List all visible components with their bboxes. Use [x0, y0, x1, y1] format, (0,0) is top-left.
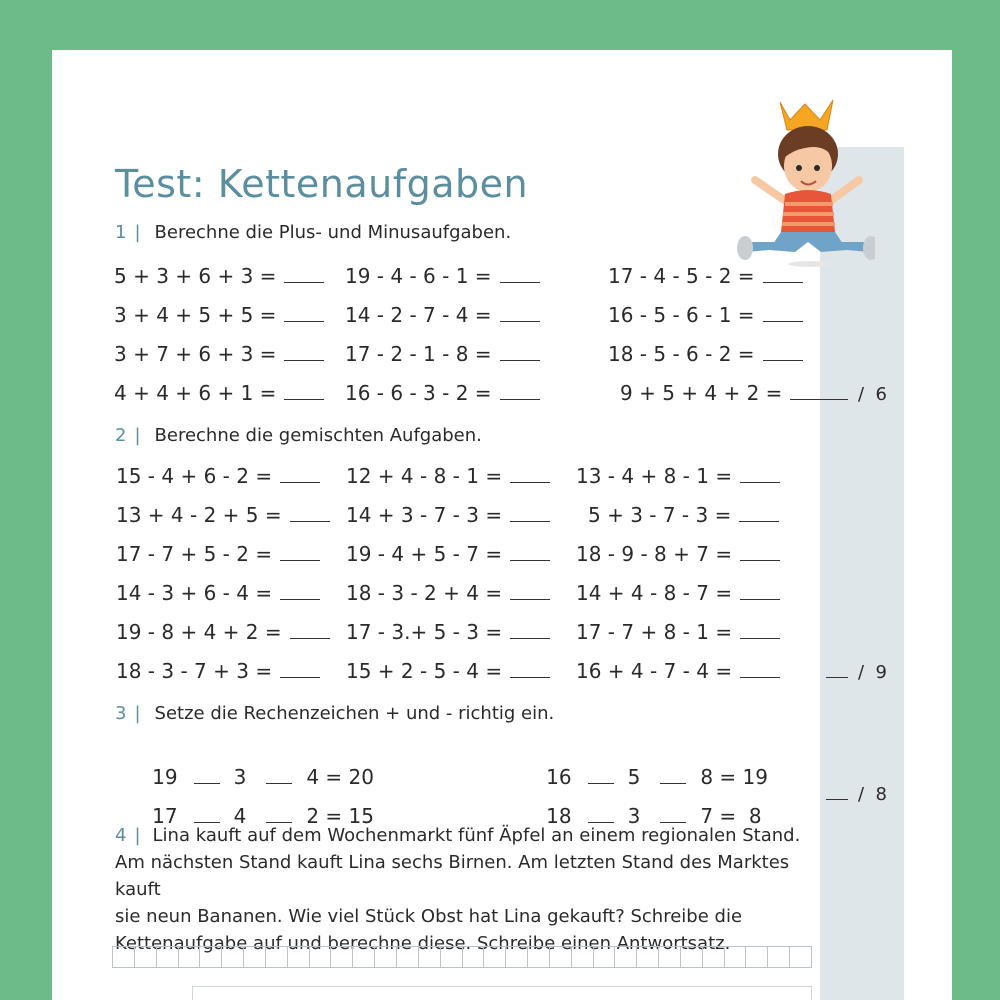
answer-blank[interactable]: [500, 396, 540, 400]
answer-blank[interactable]: [284, 357, 324, 361]
task-2-separator: |: [134, 425, 141, 446]
answer-blank[interactable]: [500, 279, 540, 283]
equation: 13 - 4 + 8 - 1 =: [576, 464, 780, 488]
equation: 18 - 5 - 6 - 2 =: [608, 342, 803, 366]
equation: 16 - 5 - 6 - 1 =: [608, 303, 803, 327]
task-2-heading: [115, 425, 482, 446]
task-2-instruction: Berechne die gemischten Aufgaben.: [154, 425, 482, 446]
equation: 18 - 9 - 8 + 7 =: [576, 542, 780, 566]
equation: 15 - 4 + 6 - 2 =: [116, 464, 320, 488]
answer-blank[interactable]: [290, 518, 330, 522]
task-3-separator: |: [134, 703, 141, 724]
equation: 5 + 3 - 7 - 3 =: [588, 503, 779, 527]
equation: 3 + 4 + 5 + 5 =: [114, 303, 324, 327]
answer-blank[interactable]: [740, 479, 780, 483]
answer-blank[interactable]: [510, 557, 550, 561]
task-1-instruction: Berechne die Plus- und Minusaufgaben.: [154, 222, 512, 243]
answer-blank[interactable]: [280, 596, 320, 600]
task-3-number: 3: [115, 703, 127, 724]
equation: 16 + 4 - 7 - 4 =: [576, 659, 780, 683]
answer-blank[interactable]: [500, 357, 540, 361]
answer-blank[interactable]: [763, 357, 803, 361]
score-blank[interactable]: [826, 799, 848, 800]
equation: 9 + 5 + 4 + 2 =: [620, 381, 830, 405]
answer-blank[interactable]: [763, 318, 803, 322]
word-problem-line: sie neun Bananen. Wie viel Stück Obst hat Lina gekauft? Schreibe die: [115, 906, 743, 927]
equation: 18 - 3 - 7 + 3 =: [116, 659, 320, 683]
task-3-heading: [115, 703, 554, 724]
equation: 15 + 2 - 5 - 4 =: [346, 659, 550, 683]
worksheet-page: [52, 50, 952, 1000]
task-1-separator: |: [134, 222, 141, 243]
answer-blank[interactable]: [739, 518, 779, 522]
equation: 16 - 6 - 3 - 2 =: [345, 381, 540, 405]
answer-blank[interactable]: [740, 635, 780, 639]
answer-blank[interactable]: [510, 674, 550, 678]
equation: 5 + 3 + 6 + 3 =: [114, 264, 324, 288]
answer-blank[interactable]: [510, 596, 550, 600]
task-1-number: 1: [115, 222, 127, 243]
task-3-instruction: Setze die Rechenzeichen + und - richtig ein.: [154, 703, 555, 724]
equation: 17 - 7 + 5 - 2 =: [116, 542, 320, 566]
answer-blank[interactable]: [740, 557, 780, 561]
boy-with-crown-illustration: [735, 82, 875, 267]
equation: 14 - 3 + 6 - 4 =: [116, 581, 320, 605]
answer-blank[interactable]: [500, 318, 540, 322]
equation: 18 - 3 - 2 + 4 =: [346, 581, 550, 605]
operator-equation: 17 4 2 = 15: [152, 804, 374, 828]
operator-equation: 19 3 4 = 20: [152, 765, 374, 789]
word-problem-line: Kettenaufgabe auf und berechne diese. Schreibe einen Antwortsatz.: [115, 933, 731, 954]
equation: 19 - 8 + 4 + 2 =: [116, 620, 330, 644]
equation: 14 + 4 - 8 - 7 =: [576, 581, 780, 605]
equation: 19 - 4 - 6 - 1 =: [345, 264, 540, 288]
answer-blank[interactable]: [510, 479, 550, 483]
equation: 17 - 3.+ 5 - 3 =: [346, 620, 550, 644]
answer-blank[interactable]: [740, 674, 780, 678]
task-2-number: 2: [115, 425, 127, 446]
task-1-heading: [115, 222, 511, 243]
answer-blank[interactable]: [284, 279, 324, 283]
answer-box[interactable]: [192, 986, 812, 1000]
task-4-separator: |: [134, 825, 141, 846]
score-blank[interactable]: [826, 677, 848, 678]
answer-blank[interactable]: [290, 635, 330, 639]
task-2-score: / 9: [826, 662, 887, 683]
answer-blank[interactable]: [740, 596, 780, 600]
answer-blank[interactable]: [284, 318, 324, 322]
answer-blank[interactable]: [510, 635, 550, 639]
word-problem-line: 4 | Lina kauft auf dem Wochenmarkt fünf Äpfel an einem regionalen Stand.: [115, 825, 801, 846]
equation: 17 - 7 + 8 - 1 =: [576, 620, 780, 644]
task-4-word-problem: [115, 822, 835, 957]
equation: 19 - 4 + 5 - 7 =: [346, 542, 550, 566]
equation: 13 + 4 - 2 + 5 =: [116, 503, 330, 527]
equation: 14 - 2 - 7 - 4 =: [345, 303, 540, 327]
task-3-score: / 8: [826, 784, 887, 805]
answer-blank[interactable]: [280, 479, 320, 483]
answer-blank[interactable]: [284, 396, 324, 400]
word-problem-line: Am nächsten Stand kauft Lina sechs Birnen. Am letzten Stand des Marktes kauft: [115, 852, 790, 900]
answer-blank[interactable]: [510, 518, 550, 522]
operator-equation: 16 5 8 = 19: [546, 765, 768, 789]
equation: 3 + 7 + 6 + 3 =: [114, 342, 324, 366]
answer-blank[interactable]: [763, 279, 803, 283]
equation: 14 + 3 - 7 - 3 =: [346, 503, 550, 527]
answer-blank[interactable]: [280, 557, 320, 561]
task-1-score: / 6: [826, 384, 887, 405]
operator-equation: 18 3 7 = 8: [546, 804, 762, 828]
equation: 4 + 4 + 6 + 1 =: [114, 381, 324, 405]
answer-blank[interactable]: [280, 674, 320, 678]
calculation-grid[interactable]: [112, 946, 812, 968]
task-4-number: 4: [115, 825, 127, 846]
page-title: Test: Kettenaufgaben: [115, 162, 529, 206]
equation: 12 + 4 - 8 - 1 =: [346, 464, 550, 488]
equation: 17 - 4 - 5 - 2 =: [608, 264, 803, 288]
score-blank[interactable]: [826, 399, 848, 400]
equation: 17 - 2 - 1 - 8 =: [345, 342, 540, 366]
answer-blank[interactable]: [790, 396, 830, 400]
